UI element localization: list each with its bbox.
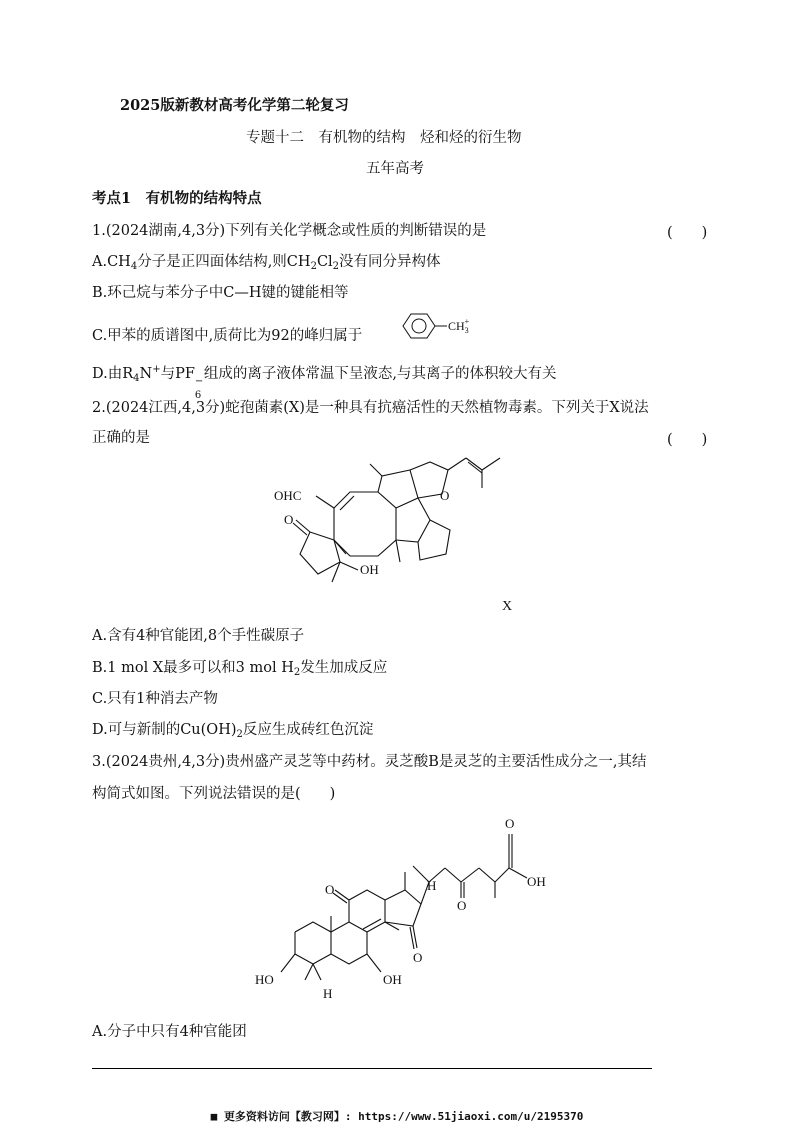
ophiobolin-structure (270, 450, 550, 615)
q2-stem-line2: 正确的是 (92, 430, 150, 446)
ganoderic-acid-b-structure (245, 812, 565, 1007)
q2-answer-paren: ( ) (667, 432, 708, 448)
q2-option-c: C.只有1种消去产物 (92, 691, 218, 707)
q2-stem-line1: 2.(2024江西,4,3分)蛇孢菌素(X)是一种具有抗癌活性的天然植物毒素。下列关于X说法 (92, 400, 649, 416)
benzyl-cation-structure (395, 308, 485, 344)
book-title: 2025版新教材高考化学第二轮复习 (120, 97, 349, 114)
ch3-plus-label: $CH_3+$ (448, 317, 470, 335)
ohc-label: OHC (274, 488, 302, 503)
c7-oh-label: OH (383, 972, 402, 987)
q3-option-a: A.分子中只有4种官能团 (92, 1024, 247, 1040)
section-title: 五年高考 (366, 161, 424, 177)
c11-o-label: O (325, 882, 335, 897)
q1-stem: 1.(2024湖南,4,3分)下列有关化学概念或性质的判断错误的是 (92, 223, 487, 239)
ketone-o-label: O (284, 512, 294, 527)
q1-option-b: B.环己烷与苯分子中C—H键的键能相等 (92, 285, 349, 301)
q2-option-d: D.可与新制的$Cu(OH)_2$反应生成砖红色沉淀 (92, 722, 374, 740)
ring-o-label: O (440, 488, 450, 503)
c5-h-label: H (323, 986, 333, 1001)
c15-o-label: O (413, 950, 423, 965)
q2-option-a: A.含有4种官能团,8个手性碳原子 (92, 628, 305, 644)
q1-option-d: D.由$R_4N^+$与PF − 6 组成的离子液体常温下呈液态,与其离子的体积较大有关 (92, 364, 557, 401)
q2-option-b: B.1 mol X最多可以和3 mol $H_2$发生加成反应 (92, 660, 388, 678)
topic-title: 专题十二 有机物的结构 烃和烃的衍生物 (246, 130, 522, 146)
q1-answer-paren: ( ) (667, 225, 708, 241)
q3-stem-line1: 3.(2024贵州,4,3分)贵州盛产灵芝等中药材。灵芝酸B是灵芝的主要活性成分之一,其结 (92, 754, 647, 770)
oh-label: OH (360, 562, 379, 577)
side-ketone-o-label: O (457, 898, 467, 913)
exam-point-heading: 考点1 有机物的结构特点 (92, 190, 262, 207)
compound-x-label: X (502, 599, 513, 614)
footer-divider (92, 1068, 652, 1069)
q1-option-c: C.甲苯的质谱图中,质荷比为92的峰归属于 (92, 328, 363, 344)
acid-oh-label: OH (527, 874, 546, 889)
q1-option-a: $A.CH_4$分子是正四面体结构,则$CH_2Cl_2$没有同分异构体 (92, 254, 441, 272)
footer-link[interactable]: ■ 更多资料访问【教习网】: https://www.51jiaoxi.com/u/2195370 (210, 1110, 584, 1123)
acid-o-label: O (505, 816, 515, 831)
q3-stem-line2: 构简式如图。下列说法错误的是( ) (92, 786, 336, 802)
c3-ho-label: HO (255, 972, 274, 987)
c17-h-label: H (427, 878, 437, 893)
